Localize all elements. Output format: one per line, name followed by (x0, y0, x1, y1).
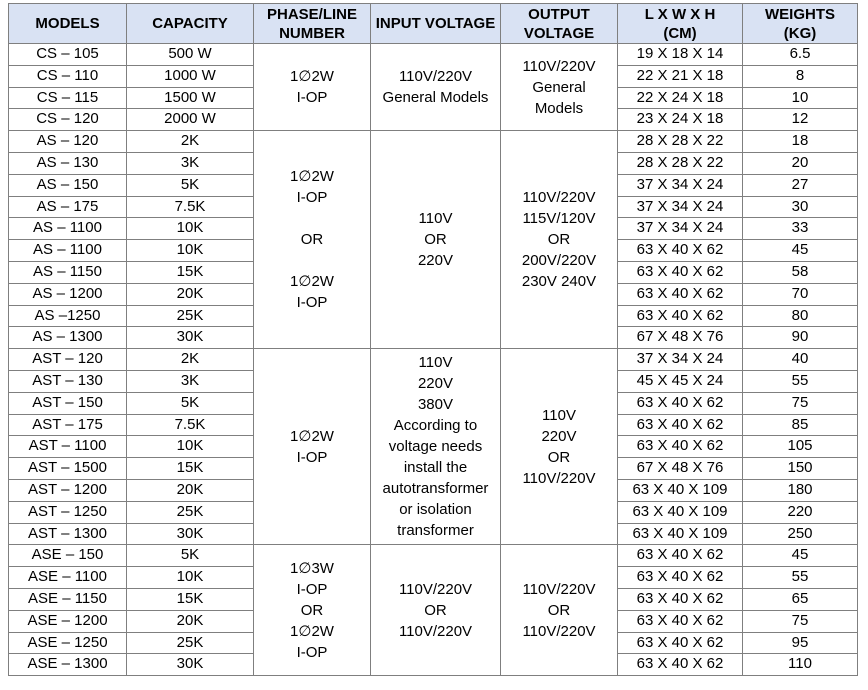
weight-cell: 90 (743, 327, 858, 349)
phase-group-cell (254, 349, 371, 545)
phase-line: 1∅3W (290, 559, 334, 577)
table-row (9, 545, 858, 567)
weight-cell: 85 (743, 414, 858, 436)
dimensions-cell: 63 X 40 X 109 (618, 479, 743, 501)
output-line: 230V 240V (521, 273, 597, 291)
model-cell: ASE – 1150 (9, 588, 127, 610)
input-line: 110V (418, 210, 453, 228)
header-models: MODELS (9, 4, 127, 44)
output-line: OR (547, 231, 571, 249)
header-weights: WEIGHTS (KG) (743, 4, 858, 44)
input-group-cell (371, 545, 501, 676)
dimensions-cell: 63 X 40 X 62 (618, 545, 743, 567)
input-line: autotransformer (382, 480, 489, 498)
phase-line: 1∅2W (290, 622, 334, 640)
model-cell: AST – 1100 (9, 436, 127, 458)
phase-line: I-OP (296, 294, 328, 312)
dimensions-cell: 45 X 45 X 24 (618, 370, 743, 392)
weight-cell: 30 (743, 196, 858, 218)
phase-group-cell (254, 44, 371, 131)
dimensions-cell: 28 X 28 X 22 (618, 131, 743, 153)
model-cell: AS – 1150 (9, 261, 127, 283)
input-group-cell (371, 349, 501, 545)
model-cell: AST – 1300 (9, 523, 127, 545)
weight-cell: 250 (743, 523, 858, 545)
weight-cell: 12 (743, 109, 858, 131)
weight-cell: 55 (743, 567, 858, 589)
weight-cell: 58 (743, 261, 858, 283)
weight-cell: 80 (743, 305, 858, 327)
weight-cell: 75 (743, 610, 858, 632)
phase-line: 1∅2W (290, 168, 334, 186)
model-cell: CS – 105 (9, 44, 127, 66)
weight-cell: 45 (743, 240, 858, 262)
capacity-cell: 2K (127, 131, 254, 153)
weight-cell: 75 (743, 392, 858, 414)
output-line: OR (547, 448, 571, 466)
input-line: General Models (382, 89, 489, 107)
dimensions-cell: 37 X 34 X 24 (618, 349, 743, 371)
model-cell: CS – 120 (9, 109, 127, 131)
output-group-cell (501, 44, 618, 131)
dimensions-cell: 63 X 40 X 62 (618, 283, 743, 305)
dimensions-cell: 67 X 48 X 76 (618, 327, 743, 349)
dimensions-cell: 63 X 40 X 62 (618, 610, 743, 632)
output-line: Models (534, 99, 584, 117)
capacity-cell: 15K (127, 261, 254, 283)
table-row (9, 44, 858, 66)
model-cell: AST – 1500 (9, 458, 127, 480)
phase-line: OR (300, 601, 324, 619)
output-group-cell (501, 131, 618, 349)
dimensions-cell: 22 X 24 X 18 (618, 87, 743, 109)
weight-cell: 65 (743, 588, 858, 610)
input-line: 110V/220V (398, 580, 473, 598)
output-line: 115V/120V (522, 210, 596, 228)
dimensions-cell: 63 X 40 X 62 (618, 261, 743, 283)
capacity-cell: 20K (127, 610, 254, 632)
capacity-cell: 15K (127, 588, 254, 610)
phase-line: I-OP (296, 89, 328, 107)
input-group-cell (371, 44, 501, 131)
dimensions-cell: 63 X 40 X 62 (618, 632, 743, 654)
model-cell: AS – 1200 (9, 283, 127, 305)
phase-line: I-OP (296, 448, 328, 466)
phase-group-cell (254, 131, 371, 349)
model-cell: AST – 1250 (9, 501, 127, 523)
output-line: 220V (541, 427, 577, 445)
phase-line: I-OP (296, 643, 328, 661)
dimensions-cell: 63 X 40 X 62 (618, 414, 743, 436)
capacity-cell: 5K (127, 545, 254, 567)
weight-cell: 180 (743, 479, 858, 501)
dimensions-cell: 19 X 18 X 14 (618, 44, 743, 66)
dimensions-cell: 63 X 40 X 62 (618, 240, 743, 262)
input-line: 380V (417, 396, 454, 414)
dimensions-cell: 63 X 40 X 62 (618, 305, 743, 327)
dimensions-cell: 63 X 40 X 62 (618, 392, 743, 414)
capacity-cell: 3K (127, 152, 254, 174)
input-line: 220V (417, 252, 454, 270)
model-cell: AST – 150 (9, 392, 127, 414)
phase-line: 1∅2W (290, 427, 334, 445)
model-cell: AST – 175 (9, 414, 127, 436)
capacity-cell: 3K (127, 370, 254, 392)
capacity-cell: 30K (127, 523, 254, 545)
header-input-voltage: INPUT VOLTAGE (371, 4, 501, 44)
weight-cell: 220 (743, 501, 858, 523)
capacity-cell: 1000 W (127, 65, 254, 87)
input-line: install the (403, 459, 468, 477)
model-cell: AS – 130 (9, 152, 127, 174)
capacity-cell: 7.5K (127, 196, 254, 218)
spec-table (8, 3, 858, 676)
output-line: 110V/220V (522, 189, 596, 207)
table-row (9, 349, 858, 371)
header-row (9, 4, 858, 44)
input-line: transformer (397, 522, 474, 540)
phase-line: I-OP (296, 580, 328, 598)
phase-line: I-OP (296, 189, 328, 207)
model-cell: AS – 1300 (9, 327, 127, 349)
phase-line: 1∅2W (290, 68, 334, 86)
model-cell: AS – 150 (9, 174, 127, 196)
capacity-cell: 25K (127, 501, 254, 523)
model-cell: AST – 130 (9, 370, 127, 392)
output-line: 110V (542, 406, 576, 424)
input-line: voltage needs (388, 438, 483, 456)
model-cell: AS – 1100 (9, 240, 127, 262)
weight-cell: 10 (743, 87, 858, 109)
capacity-cell: 5K (127, 392, 254, 414)
phase-line: OR (300, 231, 324, 249)
capacity-cell: 10K (127, 567, 254, 589)
model-cell: AS –1250 (9, 305, 127, 327)
input-line: 110V/220V (398, 622, 473, 640)
capacity-cell: 20K (127, 283, 254, 305)
output-line: 110V/220V (522, 57, 596, 75)
weight-cell: 45 (743, 545, 858, 567)
dimensions-cell: 63 X 40 X 62 (618, 436, 743, 458)
phase-group-cell (254, 545, 371, 676)
capacity-cell: 500 W (127, 44, 254, 66)
model-cell: ASE – 1300 (9, 654, 127, 676)
model-cell: ASE – 1250 (9, 632, 127, 654)
dimensions-cell: 37 X 34 X 24 (618, 196, 743, 218)
capacity-cell: 10K (127, 240, 254, 262)
input-line: OR (424, 231, 447, 249)
weight-cell: 70 (743, 283, 858, 305)
weight-cell: 110 (743, 654, 858, 676)
output-line: 110V/220V (522, 469, 596, 487)
input-line: OR (424, 601, 447, 619)
weight-cell: 27 (743, 174, 858, 196)
dimensions-cell: 63 X 40 X 109 (618, 523, 743, 545)
model-cell: AS – 175 (9, 196, 127, 218)
header-output-voltage: OUTPUT VOLTAGE (501, 4, 618, 44)
weight-cell: 18 (743, 131, 858, 153)
model-cell: AS – 1100 (9, 218, 127, 240)
output-group-cell (501, 545, 618, 676)
capacity-cell: 10K (127, 436, 254, 458)
header-capacity: CAPACITY (127, 4, 254, 44)
input-line: According to (393, 417, 478, 435)
model-cell: ASE – 1200 (9, 610, 127, 632)
model-cell: ASE – 1100 (9, 567, 127, 589)
capacity-cell: 2K (127, 349, 254, 371)
phase-line (256, 208, 368, 229)
capacity-cell: 5K (127, 174, 254, 196)
dimensions-cell: 37 X 34 X 24 (618, 218, 743, 240)
weight-cell: 105 (743, 436, 858, 458)
input-line: 110V (418, 354, 453, 372)
output-line: 200V/220V (521, 252, 597, 270)
header-dimensions: L X W X H (CM) (618, 4, 743, 44)
phase-line (256, 250, 368, 271)
output-line: 110V/220V (522, 580, 596, 598)
weight-cell: 40 (743, 349, 858, 371)
capacity-cell: 30K (127, 327, 254, 349)
input-group-cell (371, 131, 501, 349)
capacity-cell: 2000 W (127, 109, 254, 131)
model-cell: AST – 1200 (9, 479, 127, 501)
dimensions-cell: 63 X 40 X 62 (618, 588, 743, 610)
phase-line: 1∅2W (290, 273, 334, 291)
output-line: 110V/220V (522, 622, 596, 640)
output-line: OR (547, 601, 571, 619)
dimensions-cell: 22 X 21 X 18 (618, 65, 743, 87)
model-cell: CS – 115 (9, 87, 127, 109)
weight-cell: 95 (743, 632, 858, 654)
capacity-cell: 1500 W (127, 87, 254, 109)
dimensions-cell: 23 X 24 X 18 (618, 109, 743, 131)
header-phase-line: PHASE/LINE NUMBER (254, 4, 371, 44)
weight-cell: 150 (743, 458, 858, 480)
input-line: 220V (417, 375, 454, 393)
model-cell: ASE – 150 (9, 545, 127, 567)
capacity-cell: 20K (127, 479, 254, 501)
capacity-cell: 25K (127, 305, 254, 327)
table-row (9, 131, 858, 153)
capacity-cell: 7.5K (127, 414, 254, 436)
capacity-cell: 30K (127, 654, 254, 676)
dimensions-cell: 67 X 48 X 76 (618, 458, 743, 480)
input-line: or isolation (399, 501, 472, 519)
table-body (9, 44, 858, 676)
table-header (9, 4, 858, 44)
model-cell: AS – 120 (9, 131, 127, 153)
weight-cell: 55 (743, 370, 858, 392)
dimensions-cell: 63 X 40 X 62 (618, 654, 743, 676)
model-cell: CS – 110 (9, 65, 127, 87)
weight-cell: 6.5 (743, 44, 858, 66)
dimensions-cell: 63 X 40 X 62 (618, 567, 743, 589)
weight-cell: 33 (743, 218, 858, 240)
capacity-cell: 10K (127, 218, 254, 240)
model-cell: AST – 120 (9, 349, 127, 371)
capacity-cell: 25K (127, 632, 254, 654)
output-group-cell (501, 349, 618, 545)
input-line: 110V/220V (398, 68, 473, 86)
dimensions-cell: 63 X 40 X 109 (618, 501, 743, 523)
dimensions-cell: 37 X 34 X 24 (618, 174, 743, 196)
weight-cell: 20 (743, 152, 858, 174)
weight-cell: 8 (743, 65, 858, 87)
capacity-cell: 15K (127, 458, 254, 480)
output-line: General (532, 78, 586, 96)
dimensions-cell: 28 X 28 X 22 (618, 152, 743, 174)
